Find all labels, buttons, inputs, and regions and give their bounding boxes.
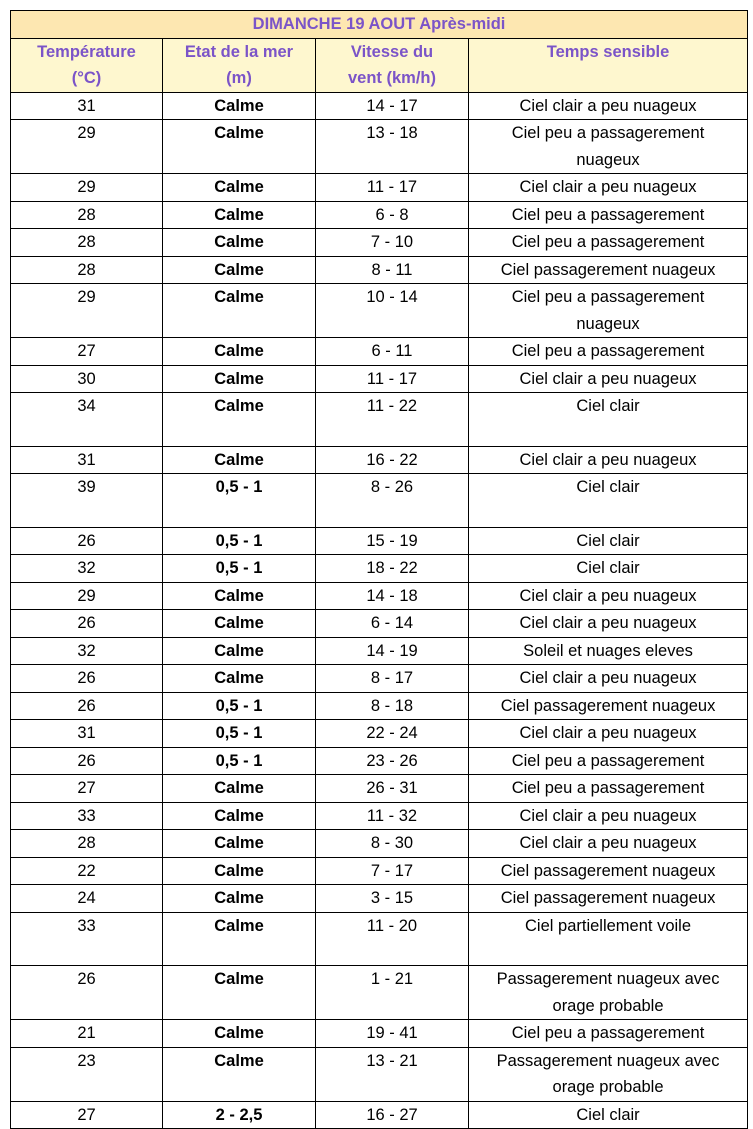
weather-cell [469, 120, 748, 174]
weather-cell [469, 393, 748, 447]
wind-speed-cell: 8 - 18 [316, 692, 469, 720]
weather-cell [469, 885, 748, 913]
weather-text-line: Ciel partiellement voile [525, 916, 692, 935]
weather-text-line: Ciel passagerement nuageux [500, 260, 716, 279]
wind-speed-cell: 10 - 14 [316, 284, 469, 338]
temperature-cell: 26 [11, 610, 163, 638]
temperature-cell: 30 [11, 365, 163, 393]
temperature-cell: 26 [11, 665, 163, 693]
sea-state-cell: Calme [163, 966, 316, 1020]
header-weather-label: Temps sensible [546, 42, 670, 61]
sea-state-cell: Calme [163, 256, 316, 284]
weather-text-line: Ciel passagerement nuageux [500, 696, 716, 715]
table-row [11, 775, 748, 803]
sea-state-cell: Calme [163, 393, 316, 447]
table-row [11, 857, 748, 885]
table-row [11, 830, 748, 858]
weather-cell [469, 229, 748, 257]
sea-state-cell: 0,5 - 1 [163, 527, 316, 555]
temperature-cell: 24 [11, 885, 163, 913]
wind-speed-cell: 7 - 10 [316, 229, 469, 257]
wind-speed-cell: 16 - 27 [316, 1101, 469, 1129]
table-row [11, 1101, 748, 1129]
wind-speed-cell: 1 - 21 [316, 966, 469, 1020]
sea-state-cell: Calme [163, 92, 316, 120]
weather-text-line: Ciel peu a passagerement [511, 288, 705, 306]
table-row [11, 665, 748, 693]
temperature-cell: 21 [11, 1020, 163, 1048]
forecast-body [11, 92, 748, 1129]
wind-speed-cell: 11 - 20 [316, 912, 469, 966]
wind-speed-cell: 11 - 17 [316, 365, 469, 393]
table-row [11, 527, 748, 555]
table-row [11, 365, 748, 393]
wind-speed-cell: 8 - 26 [316, 474, 469, 528]
weather-cell [469, 338, 748, 366]
weather-cell [469, 256, 748, 284]
temperature-cell: 29 [11, 174, 163, 202]
weather-text-line: Ciel peu a passagerement [511, 124, 705, 142]
weather-text-line: nuageux [576, 150, 640, 169]
sea-state-cell: Calme [163, 857, 316, 885]
sea-state-cell: Calme [163, 637, 316, 665]
sea-state-cell: Calme [163, 1020, 316, 1048]
sea-state-cell: 0,5 - 1 [163, 720, 316, 748]
weather-cell [469, 665, 748, 693]
weather-text-line: Ciel clair a peu nuageux [519, 369, 697, 388]
weather-text-line: Passagerement nuageux avec [496, 970, 720, 989]
sea-state-cell: Calme [163, 229, 316, 257]
weather-text-line: Ciel peu a passagerement [511, 233, 705, 251]
wind-speed-cell: 3 - 15 [316, 885, 469, 913]
sea-state-cell: Calme [163, 775, 316, 803]
header-temperature-line2: (°C) [71, 69, 102, 87]
weather-cell [469, 857, 748, 885]
sea-state-cell: Calme [163, 912, 316, 966]
temperature-cell: 33 [11, 802, 163, 830]
table-row [11, 966, 748, 1020]
table-row [11, 747, 748, 775]
sea-state-cell: Calme [163, 174, 316, 202]
sea-state-cell: Calme [163, 365, 316, 393]
header-sea-state [163, 38, 316, 92]
wind-speed-cell: 7 - 17 [316, 857, 469, 885]
temperature-cell: 26 [11, 527, 163, 555]
temperature-cell: 29 [11, 582, 163, 610]
weather-text-line: Ciel clair [576, 478, 640, 497]
temperature-cell: 31 [11, 92, 163, 120]
table-row [11, 637, 748, 665]
sea-state-cell: 0,5 - 1 [163, 474, 316, 528]
wind-speed-cell: 19 - 41 [316, 1020, 469, 1048]
header-row [11, 38, 748, 92]
table-row [11, 610, 748, 638]
temperature-cell: 27 [11, 338, 163, 366]
temperature-cell: 29 [11, 284, 163, 338]
weather-text-line: Ciel peu a passagerement [511, 779, 705, 798]
wind-speed-cell: 6 - 8 [316, 201, 469, 229]
weather-text-line: Ciel clair [576, 1105, 640, 1124]
wind-speed-cell: 8 - 30 [316, 830, 469, 858]
wind-speed-cell: 14 - 18 [316, 582, 469, 610]
sea-state-cell: 0,5 - 1 [163, 692, 316, 720]
wind-speed-cell: 8 - 17 [316, 665, 469, 693]
temperature-cell: 31 [11, 446, 163, 474]
weather-cell [469, 637, 748, 665]
weather-text-line: Soleil et nuages eleves [523, 641, 693, 660]
sea-state-cell: Calme [163, 446, 316, 474]
weather-text-line: Ciel peu a passagerement [511, 751, 705, 770]
sea-state-cell: Calme [163, 284, 316, 338]
weather-cell [469, 966, 748, 1020]
wind-speed-cell: 18 - 22 [316, 555, 469, 583]
weather-cell [469, 1020, 748, 1048]
temperature-cell: 32 [11, 555, 163, 583]
header-wind-speed-line1: Vitesse du [350, 42, 434, 61]
wind-speed-cell: 8 - 11 [316, 256, 469, 284]
table-row [11, 692, 748, 720]
temperature-cell: 28 [11, 201, 163, 229]
table-row [11, 555, 748, 583]
weather-cell [469, 201, 748, 229]
weather-text-line: Ciel clair a peu nuageux [519, 614, 697, 633]
table-row [11, 802, 748, 830]
wind-speed-cell: 22 - 24 [316, 720, 469, 748]
weather-cell [469, 1047, 748, 1101]
weather-text-line: orage probable [552, 996, 664, 1015]
weather-text-line: Ciel clair a peu nuageux [519, 178, 697, 196]
table-row [11, 720, 748, 748]
temperature-cell: 26 [11, 747, 163, 775]
table-row [11, 446, 748, 474]
temperature-cell: 29 [11, 120, 163, 174]
weather-cell [469, 555, 748, 583]
table-row [11, 912, 748, 966]
temperature-cell: 22 [11, 857, 163, 885]
header-temperature [11, 38, 163, 92]
table-row [11, 92, 748, 120]
temperature-cell: 26 [11, 692, 163, 720]
temperature-cell: 28 [11, 229, 163, 257]
table-title: DIMANCHE 19 AOUT Après-midi [11, 11, 748, 39]
wind-speed-cell: 16 - 22 [316, 446, 469, 474]
temperature-cell: 33 [11, 912, 163, 966]
weather-cell [469, 610, 748, 638]
weather-text-line: Ciel clair [576, 397, 640, 415]
weather-text-line: Ciel clair a peu nuageux [519, 834, 697, 853]
table-row [11, 474, 748, 528]
temperature-cell: 39 [11, 474, 163, 528]
weather-cell [469, 174, 748, 202]
weather-text-line: Ciel peu a passagerement [511, 205, 705, 224]
temperature-cell: 26 [11, 966, 163, 1020]
weather-cell [469, 1101, 748, 1129]
weather-text-line: Ciel clair a peu nuageux [519, 806, 697, 825]
wind-speed-cell: 6 - 14 [316, 610, 469, 638]
weather-text-line: Ciel clair a peu nuageux [519, 450, 697, 469]
sea-state-cell: Calme [163, 665, 316, 693]
wind-speed-cell: 11 - 22 [316, 393, 469, 447]
header-sea-state-line2: (m) [226, 69, 252, 87]
weather-text-line: Ciel clair [576, 531, 640, 550]
header-temperature-line1: Température [37, 42, 136, 61]
weather-cell [469, 474, 748, 528]
table-row [11, 256, 748, 284]
weather-text-line: Ciel peu a passagerement [511, 1024, 705, 1043]
weather-text-line: Ciel passagerement nuageux [500, 889, 716, 908]
table-row [11, 1020, 748, 1048]
weather-cell [469, 582, 748, 610]
weather-cell [469, 775, 748, 803]
weather-cell [469, 284, 748, 338]
weather-text-line: nuageux [576, 314, 640, 333]
sea-state-cell: 0,5 - 1 [163, 555, 316, 583]
temperature-cell: 23 [11, 1047, 163, 1101]
table-row [11, 885, 748, 913]
wind-speed-cell: 15 - 19 [316, 527, 469, 555]
sea-state-cell: Calme [163, 1047, 316, 1101]
sea-state-cell: Calme [163, 201, 316, 229]
weather-cell [469, 912, 748, 966]
sea-state-cell: Calme [163, 338, 316, 366]
weather-cell [469, 527, 748, 555]
wind-speed-cell: 11 - 17 [316, 174, 469, 202]
table-row [11, 201, 748, 229]
weather-text-line: Ciel clair a peu nuageux [519, 96, 697, 115]
wind-speed-cell: 6 - 11 [316, 338, 469, 366]
title-row [11, 11, 748, 39]
table-row [11, 393, 748, 447]
weather-text-line: orage probable [552, 1078, 664, 1097]
temperature-cell: 27 [11, 1101, 163, 1129]
weather-cell [469, 92, 748, 120]
temperature-cell: 31 [11, 720, 163, 748]
sea-state-cell: Calme [163, 610, 316, 638]
weather-text-line: Ciel clair a peu nuageux [519, 586, 697, 605]
weather-cell [469, 692, 748, 720]
temperature-cell: 32 [11, 637, 163, 665]
weather-text-line: Ciel clair a peu nuageux [519, 669, 697, 688]
table-row [11, 174, 748, 202]
wind-speed-cell: 11 - 32 [316, 802, 469, 830]
header-wind-speed-line2: vent (km/h) [347, 69, 436, 87]
header-sea-state-line1: Etat de la mer [184, 42, 294, 61]
weather-text-line: Ciel peu a passagerement [511, 342, 705, 360]
weather-cell [469, 365, 748, 393]
wind-speed-cell: 14 - 19 [316, 637, 469, 665]
sea-state-cell: Calme [163, 582, 316, 610]
wind-speed-cell: 26 - 31 [316, 775, 469, 803]
wind-speed-cell: 14 - 17 [316, 92, 469, 120]
temperature-cell: 34 [11, 393, 163, 447]
weather-cell [469, 446, 748, 474]
table-row [11, 120, 748, 174]
weather-cell [469, 720, 748, 748]
sea-state-cell: Calme [163, 885, 316, 913]
weather-text-line: Ciel clair [576, 559, 640, 578]
sea-state-cell: 0,5 - 1 [163, 747, 316, 775]
sea-state-cell: Calme [163, 802, 316, 830]
table-row [11, 338, 748, 366]
sea-state-cell: Calme [163, 830, 316, 858]
wind-speed-cell: 13 - 21 [316, 1047, 469, 1101]
forecast-table [10, 10, 748, 1129]
weather-text-line: Ciel passagerement nuageux [500, 861, 716, 880]
weather-cell [469, 802, 748, 830]
table-row [11, 582, 748, 610]
sea-state-cell: Calme [163, 120, 316, 174]
wind-speed-cell: 13 - 18 [316, 120, 469, 174]
header-wind-speed [316, 38, 469, 92]
temperature-cell: 28 [11, 256, 163, 284]
weather-text-line: Ciel clair a peu nuageux [519, 724, 697, 743]
table-row [11, 229, 748, 257]
header-weather [469, 38, 748, 92]
wind-speed-cell: 23 - 26 [316, 747, 469, 775]
table-row [11, 284, 748, 338]
weather-cell [469, 747, 748, 775]
temperature-cell: 27 [11, 775, 163, 803]
temperature-cell: 28 [11, 830, 163, 858]
weather-text-line: Passagerement nuageux avec [496, 1051, 720, 1070]
sea-state-cell: 2 - 2,5 [163, 1101, 316, 1129]
weather-cell [469, 830, 748, 858]
table-row [11, 1047, 748, 1101]
